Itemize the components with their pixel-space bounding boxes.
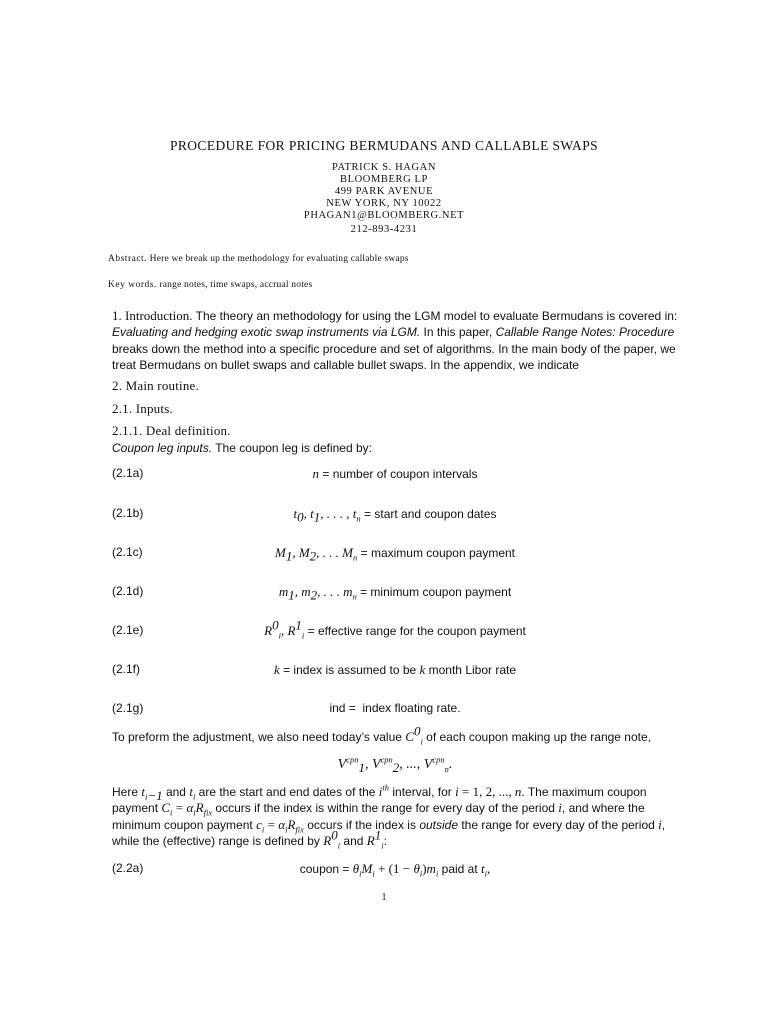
equation-number: (2.2a): [112, 861, 144, 875]
math-symbol: $M_1$, $M_2$, . . . $M_n$: [274, 545, 358, 564]
math-symbol: $R^1_i$: [366, 827, 384, 851]
explanation-paragraph: Here $t_{i-1}$ and $t_i$ are the start and end dates of the $i^{th}$ interval, for i = 1, 2, ..., n. The maximum coupon payment $C_i = \alpha_iR_{fix}$ occurs if the index is within the range for every day of the period i, and where the minimum coupon payment $c_i = \alpha_iR_{fix}$ occurs if the index is outside the range for every day of the period i, while the (effective) range is defined by $R^0_i$ and $R^1_i$:: [112, 782, 666, 851]
equation-text: paid at: [441, 862, 482, 876]
coupon-leg-intro: [112, 440, 678, 456]
equation-text: = effective range for the coupon payment: [307, 624, 526, 638]
math-symbol: i: [455, 784, 459, 799]
introduction-paragraph: [112, 308, 678, 373]
explain-text: occurs if the index is within the range for every day of the period: [212, 801, 559, 816]
math-symbol: $\theta_iM_i$: [352, 861, 375, 879]
explain-text: , while the (effective) range is defined by: [112, 817, 666, 848]
section-heading-main-routine: 2. Main routine.: [112, 378, 199, 393]
equation-text: = number of coupon intervals: [322, 467, 478, 481]
intro-text-3: breaks down the method into a specific procedure and set of algorithms. In the main body of the paper, we treat Bermudans on bullet swaps and callable bullet swaps. In the appendix, we indicate: [112, 341, 676, 372]
math-symbol: $c_i$: [256, 816, 265, 835]
equation-number: (2.1c): [112, 545, 143, 559]
math-symbol: $V^{cpn}_1$, $V^{cpn}_2$, ..., $V^{cpn}_n$.: [337, 754, 453, 775]
math-symbol: k: [273, 662, 280, 677]
equation-text: index floating rate.: [362, 701, 461, 715]
intro-text-1: The theory an methodology for using the LGM model to evaluate Bermudans is covered in:: [195, 309, 678, 323]
math-symbol: $C^0_i$: [405, 723, 423, 747]
adjustment-text-b: of each coupon making up the range note,: [422, 730, 651, 744]
author-email: PHAGAN1@BLOOMBERG.NET: [303, 210, 465, 221]
equation-text: = maximum coupon payment: [360, 546, 516, 560]
equation-lhs: coupon =: [299, 862, 353, 876]
explain-emphasis: outside: [419, 817, 459, 832]
coupon-leg-label: Coupon leg inputs.: [112, 441, 213, 455]
abstract: [108, 254, 668, 264]
keywords: [108, 280, 668, 290]
equation-number: (2.1e): [112, 623, 144, 637]
paper-page: PROCEDURE FOR PRICING BERMUDANS AND CALLABLE SWAPS PATRICK S. HAGAN BLOOMBERG LP 499 PARK AVENUE NEW YORK, NY 10022 PHAGAN1@BLOOMBERG.NET 212-893-4231 Abstract. Here we break up the methodology for evaluating callable swaps Key words. range notes, time swaps, accrual notes 1. Introduction. The theory an methodology for using the LGM model to evaluate Bermudans is covered in: Evaluating and hedging exotic swap instruments via LGM. In this paper, Callable Range Notes: Procedure breaks down the method into a specific procedure and set of algorithms. In the main body of the paper, we treat Bermudans on bullet swaps and callable bullet swaps. In the appendix, we indicate 2. Main routine. 2.1. Inputs. 2.1.1. Deal definition. Coupon leg inputs. The coupon leg is defined by: (2.1a) n = number of coupon intervals (2.1b) $t_0$, $t_1$, . . . , $t_n$ = start and coupon dates (2.1c) $M_1$, $M_2$, . . . $M_n$ = maximum coupon payment (2.1d) $m_1$, $m_2$, . . . $m_n$ = minimum coupon payment (2.1e) $R^0_i$, $R^1_i$ = effective range for the coupon payment (2.1f) k = index is assumed to be k month Libor rate (2.1g) ind = index floating rate. To preform the adjustment, we also need today’s value $C^0_i$ of each coupon making up the range note, $V^{cpn}_1$, $V^{cpn}_2$, ..., $V^{cpn}_n$. Here $t_{i-1}$ and $t_i$ are the start and end dates of the $i^{th}$ interval, for i = 1, 2, ..., n. The maximum coupon payment $C_i = \alpha_iR_{fix}$ occurs if the index is within the range for every day of the period i, and where the minimum coupon payment $c_i = \alpha_iR_{fix}$ occurs if the index is outside the range for every day of the period i, while the (effective) range is defined by $R^0_i$ and $R^1_i$: (2.2a) coupon = $\theta_iM_i + (1 - \theta_i)m_i$ paid at $t_i$, 1: [0, 0, 768, 1024]
author-street: 499 PARK AVENUE: [334, 186, 434, 197]
equation-text-a: = index is assumed to be: [283, 663, 420, 677]
math-symbol: $C_i$: [161, 800, 173, 818]
adjustment-paragraph: [112, 723, 678, 747]
section-heading-inputs: 2.1. Inputs.: [112, 401, 173, 416]
math-symbol: $R^0_i$: [323, 827, 341, 851]
explain-text: and: [162, 785, 190, 799]
paper-title: PROCEDURE FOR PRICING BERMUDANS AND CALLABLE SWAPS: [169, 138, 599, 153]
explain-text: and: [340, 833, 367, 848]
equation-number: (2.1a): [112, 466, 144, 480]
equation-number: (2.1g): [112, 701, 144, 715]
equation-text-b: month Libor rate: [425, 663, 517, 677]
intro-text-2: In this paper,: [420, 325, 496, 340]
section-heading-deal-definition: 2.1.1. Deal definition.: [112, 423, 231, 438]
equation-number: (2.1f): [112, 662, 141, 676]
equation-number: (2.1b): [112, 506, 144, 520]
explain-text: Here: [112, 785, 142, 799]
explain-text: . The maximum coupon payment: [112, 785, 647, 816]
author-city: NEW YORK, NY 10022: [326, 198, 442, 209]
intro-heading: 1. Introduction.: [112, 308, 193, 323]
intro-ref-1: Evaluating and hedging exotic swap instruments via LGM.: [112, 325, 421, 340]
keywords-label: Key words.: [108, 280, 157, 290]
math-symbol: $R^0_i$, $R^1_i$: [264, 617, 305, 641]
coupon-leg-text: The coupon leg is defined by:: [215, 441, 372, 455]
explain-text: :: [383, 833, 387, 848]
explain-text: interval, for: [389, 785, 456, 799]
equation-number: (2.1d): [112, 584, 144, 598]
math-symbol: $t_i$,: [481, 861, 491, 879]
math-symbol: n: [312, 466, 320, 481]
math-symbol: $m_1$, $m_2$, . . . $m_n$: [278, 584, 357, 603]
intro-ref-2: Callable Range Notes: Procedure: [495, 325, 675, 340]
explain-text: the range for every day of the period: [458, 817, 659, 832]
explain-text: , and where the minimum coupon payment: [112, 801, 645, 832]
explain-text: occurs if the index is: [303, 817, 420, 832]
equation-text: = start and coupon dates: [364, 507, 497, 521]
math-symbol: k: [419, 662, 426, 677]
keywords-text: range notes, time swaps, accrual notes: [159, 280, 313, 290]
math-symbol: $t_i$: [189, 784, 196, 802]
math-symbol: i: [658, 816, 662, 832]
author-phone: 212-893-4231: [350, 224, 418, 235]
explain-text: are the start and end dates of the: [195, 785, 379, 799]
math-symbol: $t_{i-1}$: [141, 784, 163, 803]
adjustment-text-a: To preform the adjustment, we also need today’s value: [112, 730, 406, 744]
math-symbol: $t_0$, $t_1$, . . . , $t_n$: [293, 506, 361, 525]
equation-text: = minimum coupon payment: [360, 585, 512, 599]
author-org: BLOOMBERG LP: [339, 174, 428, 185]
math-symbol: i: [558, 800, 562, 816]
abstract-text: Here we break up the methodology for evaluating callable swaps: [149, 254, 409, 264]
page-number: 1: [381, 892, 387, 903]
equation-lhs: ind =: [329, 701, 356, 715]
math-symbol: $i^{th}$: [378, 782, 390, 799]
abstract-label: Abstract.: [108, 254, 148, 264]
author-name: PATRICK S. HAGAN: [331, 162, 437, 173]
